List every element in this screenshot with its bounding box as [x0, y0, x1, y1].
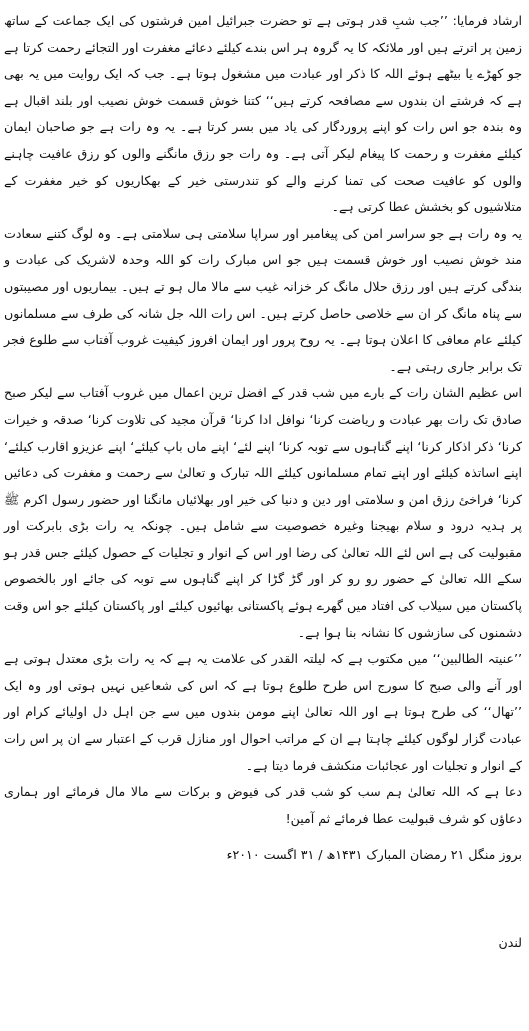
- article-body: [4, 8, 522, 956]
- paragraph-3: اس عظیم الشان رات کے بارے میں شب قدر کے افضل ترین اعمال میں غروب آفتاب سے لیکر صبح صادق تک رات بھر عبادت و ریاضت کرنا‘ نوافل ادا کرنا‘ قرآن مجید کی تلاوت کرنا‘ صدقہ و خیرات کرنا‘ ذکر اذکار کرنا‘ اپنے گناہوں سے توبہ کرنا‘ اپنے لئے‘ اپنے ماں باپ کیلئے‘ اپنے عزیزو اقارب کیلئے‘ اپنے اساتذہ کیلئے اور اپنے تمام مسلمانوں کیلئے اللہ تبارک و تعالیٰ سے رحمت و مغفرت کی دعائیں کرنا‘ فراخئ رزق امن و سلامتی اور دین و دنیا کی خیر اور بھلائیاں مانگنا اور حضور رسول اکرم ﷺ پر ہدیہ درود و سلام بھیجنا وغیرہ خصوصیت سے شامل ہیں۔ چونکہ یہ رات بڑی بابرکت اور مقبولیت کی ہے اس لئے اللہ تعالیٰ کی رضا اور اس کے انوار و تجلیات کے حصول کیلئے جس قدر ہو سکے اللہ تعالیٰ کے حضور رو رو کر اور گڑ گڑا کر اپنے گناہوں سے توبہ کی جائے اور بالخصوص پاکستان میں سیلاب کی افتاد میں گھرے ہوئے پاکستانی بھائیوں کیلئے اور پاکستان کیلئے جو اس وقت دشمنوں کی سازشوں کا نشانہ بنا ہوا ہے۔: [4, 385, 522, 640]
- paragraph-4: ’’عنیتہ الطالبین‘‘ میں مکتوب ہے کہ لیلتہ القدر کی علامت یہ ہے کہ یہ رات بڑی معتدل ہوتی ہے اور آنے والی صبح کا سورج اس طرح طلوع ہوتا ہے کہ اس کی شعاعیں نہیں ہوتی اور وہ ایک ’’تھال‘‘ کی طرح ہوتا ہے اور اللہ تعالیٰ اپنے مومن بندوں میں سے جن اہل دل اولیائے کرام اور عبادت گزار لوگوں کیلئے چاہتا ہے ان کے مراتب احوال اور منازل قرب کے اعتبار سے ان پر اس رات کے انوار و تجلیات اور عجائبات منکشف فرما دیتا ہے۔: [4, 651, 522, 773]
- paragraph-2: یہ وہ رات ہے جو سراسر امن کی پیغامبر اور سراپا سلامتی ہی سلامتی ہے۔ وہ لوگ کتنے سعادت مند خوش نصیب اور خوش قسمت ہیں جو اس مبارک رات کو اللہ وحدہ لاشریک کی عبادت و بندگی کرتے ہیں اور رزق حلال مانگ کر خزانہ غیب سے مالا مال ہو تے ہیں۔ بیماریوں اور مصیبتوں سے پناہ مانگ کر ان سے خلاصی حاصل کرتے ہیں۔ اس رات اللہ جل شانہ کی طرف سے مسلمانوں کیلئے عام معافی کا اعلان ہوتا ہے۔ یہ روح پرور اور ایمان افروز کیفیت غروب آفتاب سے طلوع فجر تک برابر جاری رہتی ہے۔: [4, 225, 522, 374]
- paragraph-5: دعا ہے کہ اللہ تعالیٰ ہم سب کو شب قدر کی فیوض و برکات سے مالا مال فرمائے اور ہماری دعاؤں کو شرف قبولیت عطا فرمائے ثم آمین!: [4, 784, 522, 826]
- place-name: لندن: [498, 935, 522, 951]
- paragraph-1: ارشاد فرمایا: ’’جب شبِ قدر ہوتی ہے تو حضرت جبرائیل امین فرشتوں کی ایک جماعت کے ساتھ زمین پر اترتے ہیں اور ملائکہ کا یہ گروہ ہر اس بندے کیلئے دعائے مغفرت اور التجائے رحمت کرتا ہے جو کھڑے یا بیٹھے ہوئے اللہ کا ذکر اور عبادت میں مشغول ہوتا ہے۔ جب کہ ایک روایت میں یہ بھی ہے کہ فرشتے ان بندوں سے مصافحہ کرتے ہیں‘‘ کتنا خوش قسمت خوش نصیب اور بلند اقبال ہے وہ بندہ جو اس رات کو اپنے پروردگار کی یاد میں بسر کرتا ہے۔ یہ وہ رات ہے جو صاحبان ایمان کیلئے مغفرت و رحمت کا پیغام لیکر آتی ہے۔ وہ رات جو رزق مانگنے والوں کو رزق عافیت چاہنے والوں کو عافیت صحت کی تمنا کرنے والے کو تندرستی خیر کے بھکاریوں کو خیر مغفرت کے متلاشیوں کو بخشش عطا کرتی ہے۔: [4, 13, 522, 215]
- dateline: بروز منگل ۲۱ رمضان المبارک ۱۴۳۱ھ / ۳۱ اگست ۲۰۱۰ء: [226, 847, 522, 863]
